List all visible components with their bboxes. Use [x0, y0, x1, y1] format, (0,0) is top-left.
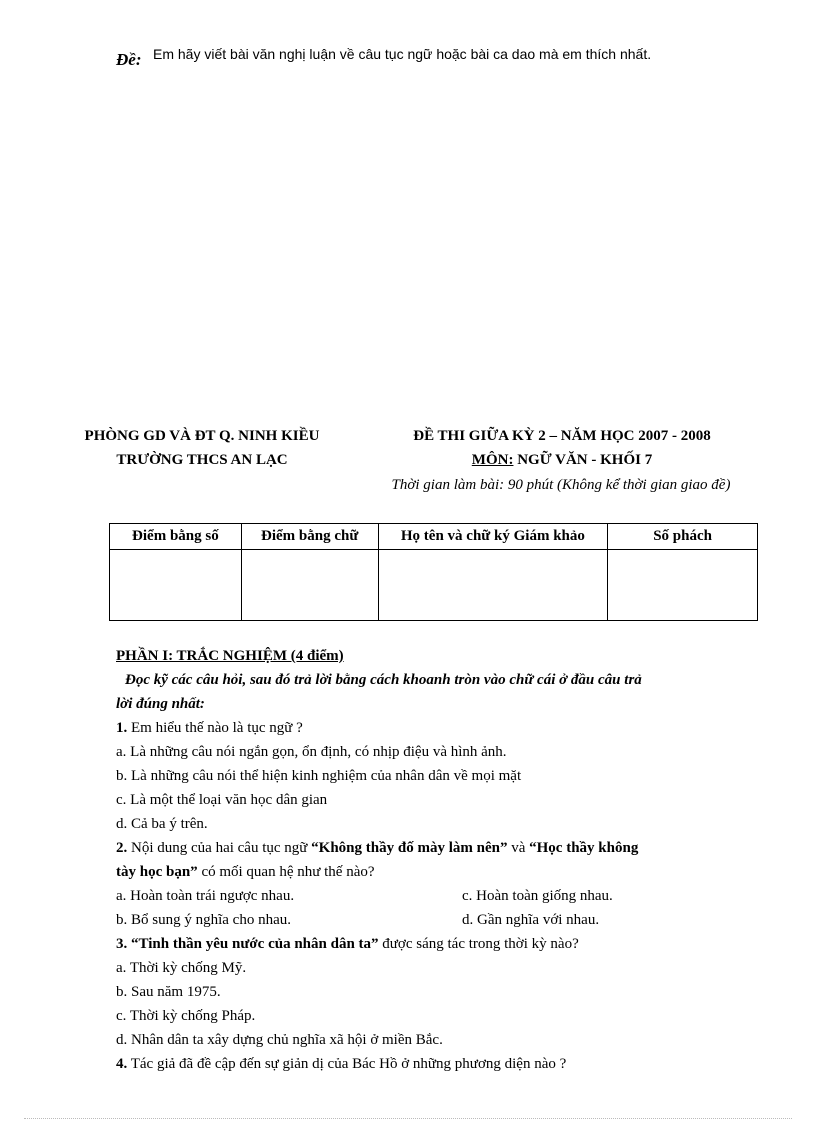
q1-option-b: b. Là những câu nói thể hiện kinh nghiệm của nhân dân về mọi mặt [116, 768, 522, 784]
question-2-line-1 [116, 836, 766, 860]
score-table-header-row [110, 524, 758, 550]
subject-label: MÔN: [471, 452, 514, 468]
q3-number: 3. [116, 936, 128, 952]
instruction-line-1: Đọc kỹ các câu hỏi, sau đó trả lời bằng cách khoanh tròn vào chữ cái ở đầu câu trả [125, 672, 642, 688]
q3-text: được sáng tác trong thời kỳ nào? [378, 936, 579, 952]
q2-option-c: c. Hoàn toàn giống nhau. [462, 888, 613, 904]
subject-line [382, 452, 742, 469]
q2-options-row-2 [116, 908, 766, 932]
q2-number: 2. [116, 840, 128, 856]
q3-option-d: d. Nhân dân ta xây dựng chủ nghĩa xã hội ở miền Bắc. [116, 1032, 443, 1048]
q2-quote-1: “Không thầy đố mày làm nên” [311, 840, 508, 856]
q3-option-b: b. Sau năm 1975. [116, 984, 221, 1000]
score-table-blank-row [110, 550, 758, 621]
q4-text: Tác giả đã đề cập đến sự giản dị của Bác Hồ ở những phương diện nào ? [127, 1056, 567, 1072]
score-header-examiner: Họ tên và chữ ký Giám khảo [378, 524, 608, 550]
score-header-words: Điểm bằng chữ [241, 524, 378, 550]
page-bottom-divider [24, 1118, 792, 1119]
q2-quote-2a: “Học thầy không [529, 840, 639, 856]
score-cell-code [608, 550, 758, 621]
subject-value: NGỮ VĂN - KHỐI 7 [513, 452, 653, 468]
question-3 [116, 932, 766, 956]
q1-option-d: d. Cả ba ý trên. [116, 816, 208, 832]
prompt-label: Đề: [116, 50, 142, 69]
question-2-line-2 [116, 860, 766, 884]
q1-option-c: c. Là một thể loại văn học dân gian [116, 792, 328, 808]
instruction-line-2: lời đúng nhất: [116, 696, 205, 712]
question-4 [116, 1052, 766, 1076]
q2-option-a: a. Hoàn toàn trái ngược nhau. [116, 888, 295, 904]
q3-quote: “Tinh thần yêu nước của nhân dân ta” [127, 936, 379, 952]
part1-section [116, 644, 766, 1076]
q2-option-d: d. Gần nghĩa với nhau. [462, 912, 600, 928]
score-header-number: Điểm bằng số [110, 524, 242, 550]
exam-title: ĐỀ THI GIỮA KỲ 2 – NĂM HỌC 2007 - 2008 [413, 428, 711, 444]
q2-option-b: b. Bổ sung ý nghĩa cho nhau. [116, 912, 291, 928]
q3-option-c: c. Thời kỳ chống Pháp. [116, 1008, 256, 1024]
prompt-text: Em hãy viết bài văn nghị luận về câu tục ngữ hoặc bài ca dao mà em thích nhất. [153, 46, 652, 62]
q4-number: 4. [116, 1056, 128, 1072]
score-cell-examiner [378, 550, 608, 621]
score-cell-number [110, 550, 242, 621]
score-table [109, 523, 758, 621]
q2-text-pre: Nội dung của hai câu tục ngữ [127, 840, 312, 856]
dept-name: PHÒNG GD VÀ ĐT Q. NINH KIỀU [84, 428, 320, 444]
school-name: TRƯỜNG THCS AN LẠC [116, 452, 288, 468]
question-1 [116, 716, 766, 740]
q1-number: 1. [116, 720, 128, 736]
q2-text-post: có mối quan hệ như thế nào? [197, 864, 375, 880]
part1-title: PHẦN I: TRẮC NGHIỆM (4 điểm) [116, 648, 344, 664]
q1-option-a: a. Là những câu nói ngắn gọn, ổn định, có nhịp điệu và hình ảnh. [116, 744, 507, 760]
score-header-code: Số phách [608, 524, 758, 550]
q1-text: Em hiểu thế nào là tục ngữ ? [127, 720, 303, 736]
q2-text-mid: và [507, 840, 530, 856]
q3-option-a: a. Thời kỳ chống Mỹ. [116, 960, 247, 976]
q2-options-row-1 [116, 884, 766, 908]
score-cell-words [241, 550, 378, 621]
q2-quote-2b: tày học bạn” [116, 864, 198, 880]
time-note: Thời gian làm bài: 90 phút (Không kể thời gian giao đề) [391, 477, 731, 493]
